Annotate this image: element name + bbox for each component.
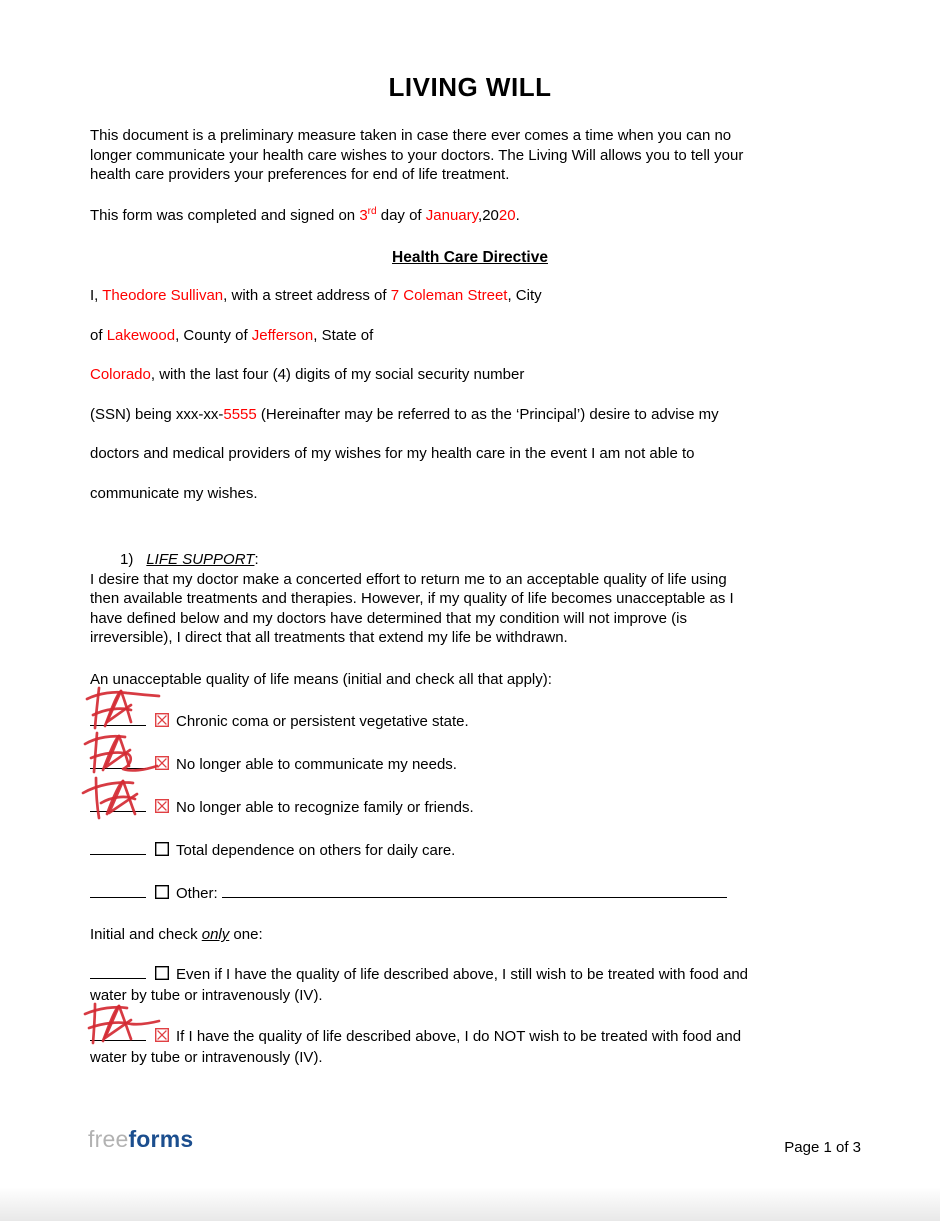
only-one-prompt [90, 925, 850, 945]
initials-blank-line[interactable] [90, 711, 146, 726]
form-text: (Hereinafter may be referred to as the ‘Principal’) desire to advise my [256, 405, 719, 423]
checkbox-label: Total dependence on others for daily care. [176, 842, 456, 860]
initials-blank-line[interactable] [90, 797, 146, 812]
directive-line [90, 355, 850, 395]
form-text: , with a street address of [223, 287, 391, 304]
page-title: LIVING WILL [388, 72, 552, 102]
filled-form-value: Theodore Sullivan [102, 287, 224, 304]
checkbox-item [90, 840, 850, 861]
filled-form-value: rd [367, 205, 377, 217]
form-text: day of [376, 206, 426, 224]
form-text: of [90, 326, 107, 344]
checkbox-item [90, 964, 850, 1007]
checkbox-checked[interactable] [154, 755, 170, 771]
handwritten-initials-scribble [81, 682, 163, 734]
life-support-body: I desire that my doctor make a concerted effort to return me to an acceptable quality of life using then available treatments and therapies. However, if my quality of life becomes unacceptable as I have defined below and my doctors have determined that my condition will not improve (is irreversible), I direct that all treatments that extend my life be withdrawn. [90, 570, 734, 647]
filled-form-value: 3 [359, 206, 368, 224]
checkbox-checked[interactable] [154, 1027, 170, 1043]
checkbox-label: Even if I have the quality of life described above, I still wish to be treated with food and water by tube or intravenously (IV). [90, 965, 748, 1005]
life-support-colon: : [254, 550, 259, 568]
directive-line [90, 316, 850, 356]
filled-form-value: 5555 [223, 405, 257, 423]
only-one-prompt-pre: Initial and check [90, 926, 202, 944]
directive-line [90, 276, 850, 316]
directive-paragraph [90, 276, 850, 514]
list-number: 1) [120, 550, 134, 568]
initials-blank-line[interactable] [90, 883, 146, 898]
intro-paragraph: This document is a preliminary measure taken in case there ever comes a time when you can no longer communicate your health care wishes to your doctors. The Living Will allows you to tell your health care providers your preferences for end of life treatment. [90, 127, 744, 183]
other-blank-line[interactable] [222, 883, 727, 898]
directive-line [90, 395, 850, 435]
logo-free-text: free [88, 1126, 129, 1152]
form-text: , County of [175, 326, 252, 344]
form-text: communicate my wishes. [90, 484, 258, 502]
only-one-prompt-emphasis: only [201, 926, 230, 944]
checkbox-unchecked[interactable] [154, 965, 170, 981]
filled-form-value: 20 [498, 206, 516, 224]
checkbox-unchecked[interactable] [154, 884, 170, 900]
filled-form-value: Colorado [90, 366, 151, 384]
life-support-title: LIFE SUPPORT [146, 550, 255, 568]
form-text: This form was completed and signed on [90, 206, 360, 224]
checkbox-label: Other: [176, 885, 218, 903]
checkbox-checked[interactable] [154, 798, 170, 814]
checkbox-label: If I have the quality of life described above, I do NOT wish to be treated with food and water by tube or intravenously (IV). [90, 1027, 742, 1067]
checkbox-label: No longer able to recognize family or friends. [176, 799, 474, 817]
logo-forms-text: forms [128, 1126, 194, 1152]
section-heading-health-care-directive: Health Care Directive [392, 249, 548, 266]
filled-form-value: Jefferson [251, 326, 314, 344]
only-one-checkbox-list [90, 964, 850, 1069]
initials-blank-line[interactable] [90, 1026, 146, 1041]
checkbox-item [90, 711, 850, 732]
form-text: (SSN) being xxx-xx- [90, 405, 224, 423]
filled-form-value: January [425, 206, 479, 224]
checkbox-item [90, 797, 850, 818]
checkbox-unchecked[interactable] [154, 841, 170, 857]
initials-blank-line[interactable] [90, 964, 146, 979]
form-text: ,20 [478, 206, 499, 224]
checkbox-item [90, 1026, 850, 1069]
form-text: , State of [313, 326, 374, 344]
freeforms-logo [88, 1126, 193, 1153]
checkbox-item [90, 754, 850, 775]
page-number: Page 1 of 3 [784, 1139, 861, 1156]
only-one-prompt-post: one: [229, 926, 263, 944]
form-text: , with the last four (4) digits of my social security number [150, 366, 525, 384]
handwritten-initials-scribble [81, 725, 163, 777]
initials-blank-line[interactable] [90, 840, 146, 855]
checkbox-checked[interactable] [154, 712, 170, 728]
directive-line [90, 474, 850, 514]
initials-blank-line[interactable] [90, 754, 146, 769]
signed-date-line [90, 206, 850, 226]
life-support-heading [90, 550, 850, 570]
filled-form-value: 7 Coleman Street [390, 287, 508, 304]
checkbox-label: No longer able to communicate my needs. [176, 756, 457, 774]
form-text: I, [90, 287, 103, 304]
apply-checkbox-list [90, 711, 850, 904]
form-text: doctors and medical providers of my wishes for my health care in the event I am not able to [90, 445, 695, 463]
form-text: , City [507, 287, 542, 304]
checkbox-label: Chronic coma or persistent vegetative state. [176, 713, 469, 731]
filled-form-value: Lakewood [106, 326, 176, 344]
apply-all-prompt: An unacceptable quality of life means (initial and check all that apply): [90, 670, 552, 688]
handwritten-initials-scribble [81, 768, 163, 820]
directive-line [90, 434, 850, 474]
checkbox-item [90, 883, 850, 904]
form-text: . [515, 206, 520, 224]
